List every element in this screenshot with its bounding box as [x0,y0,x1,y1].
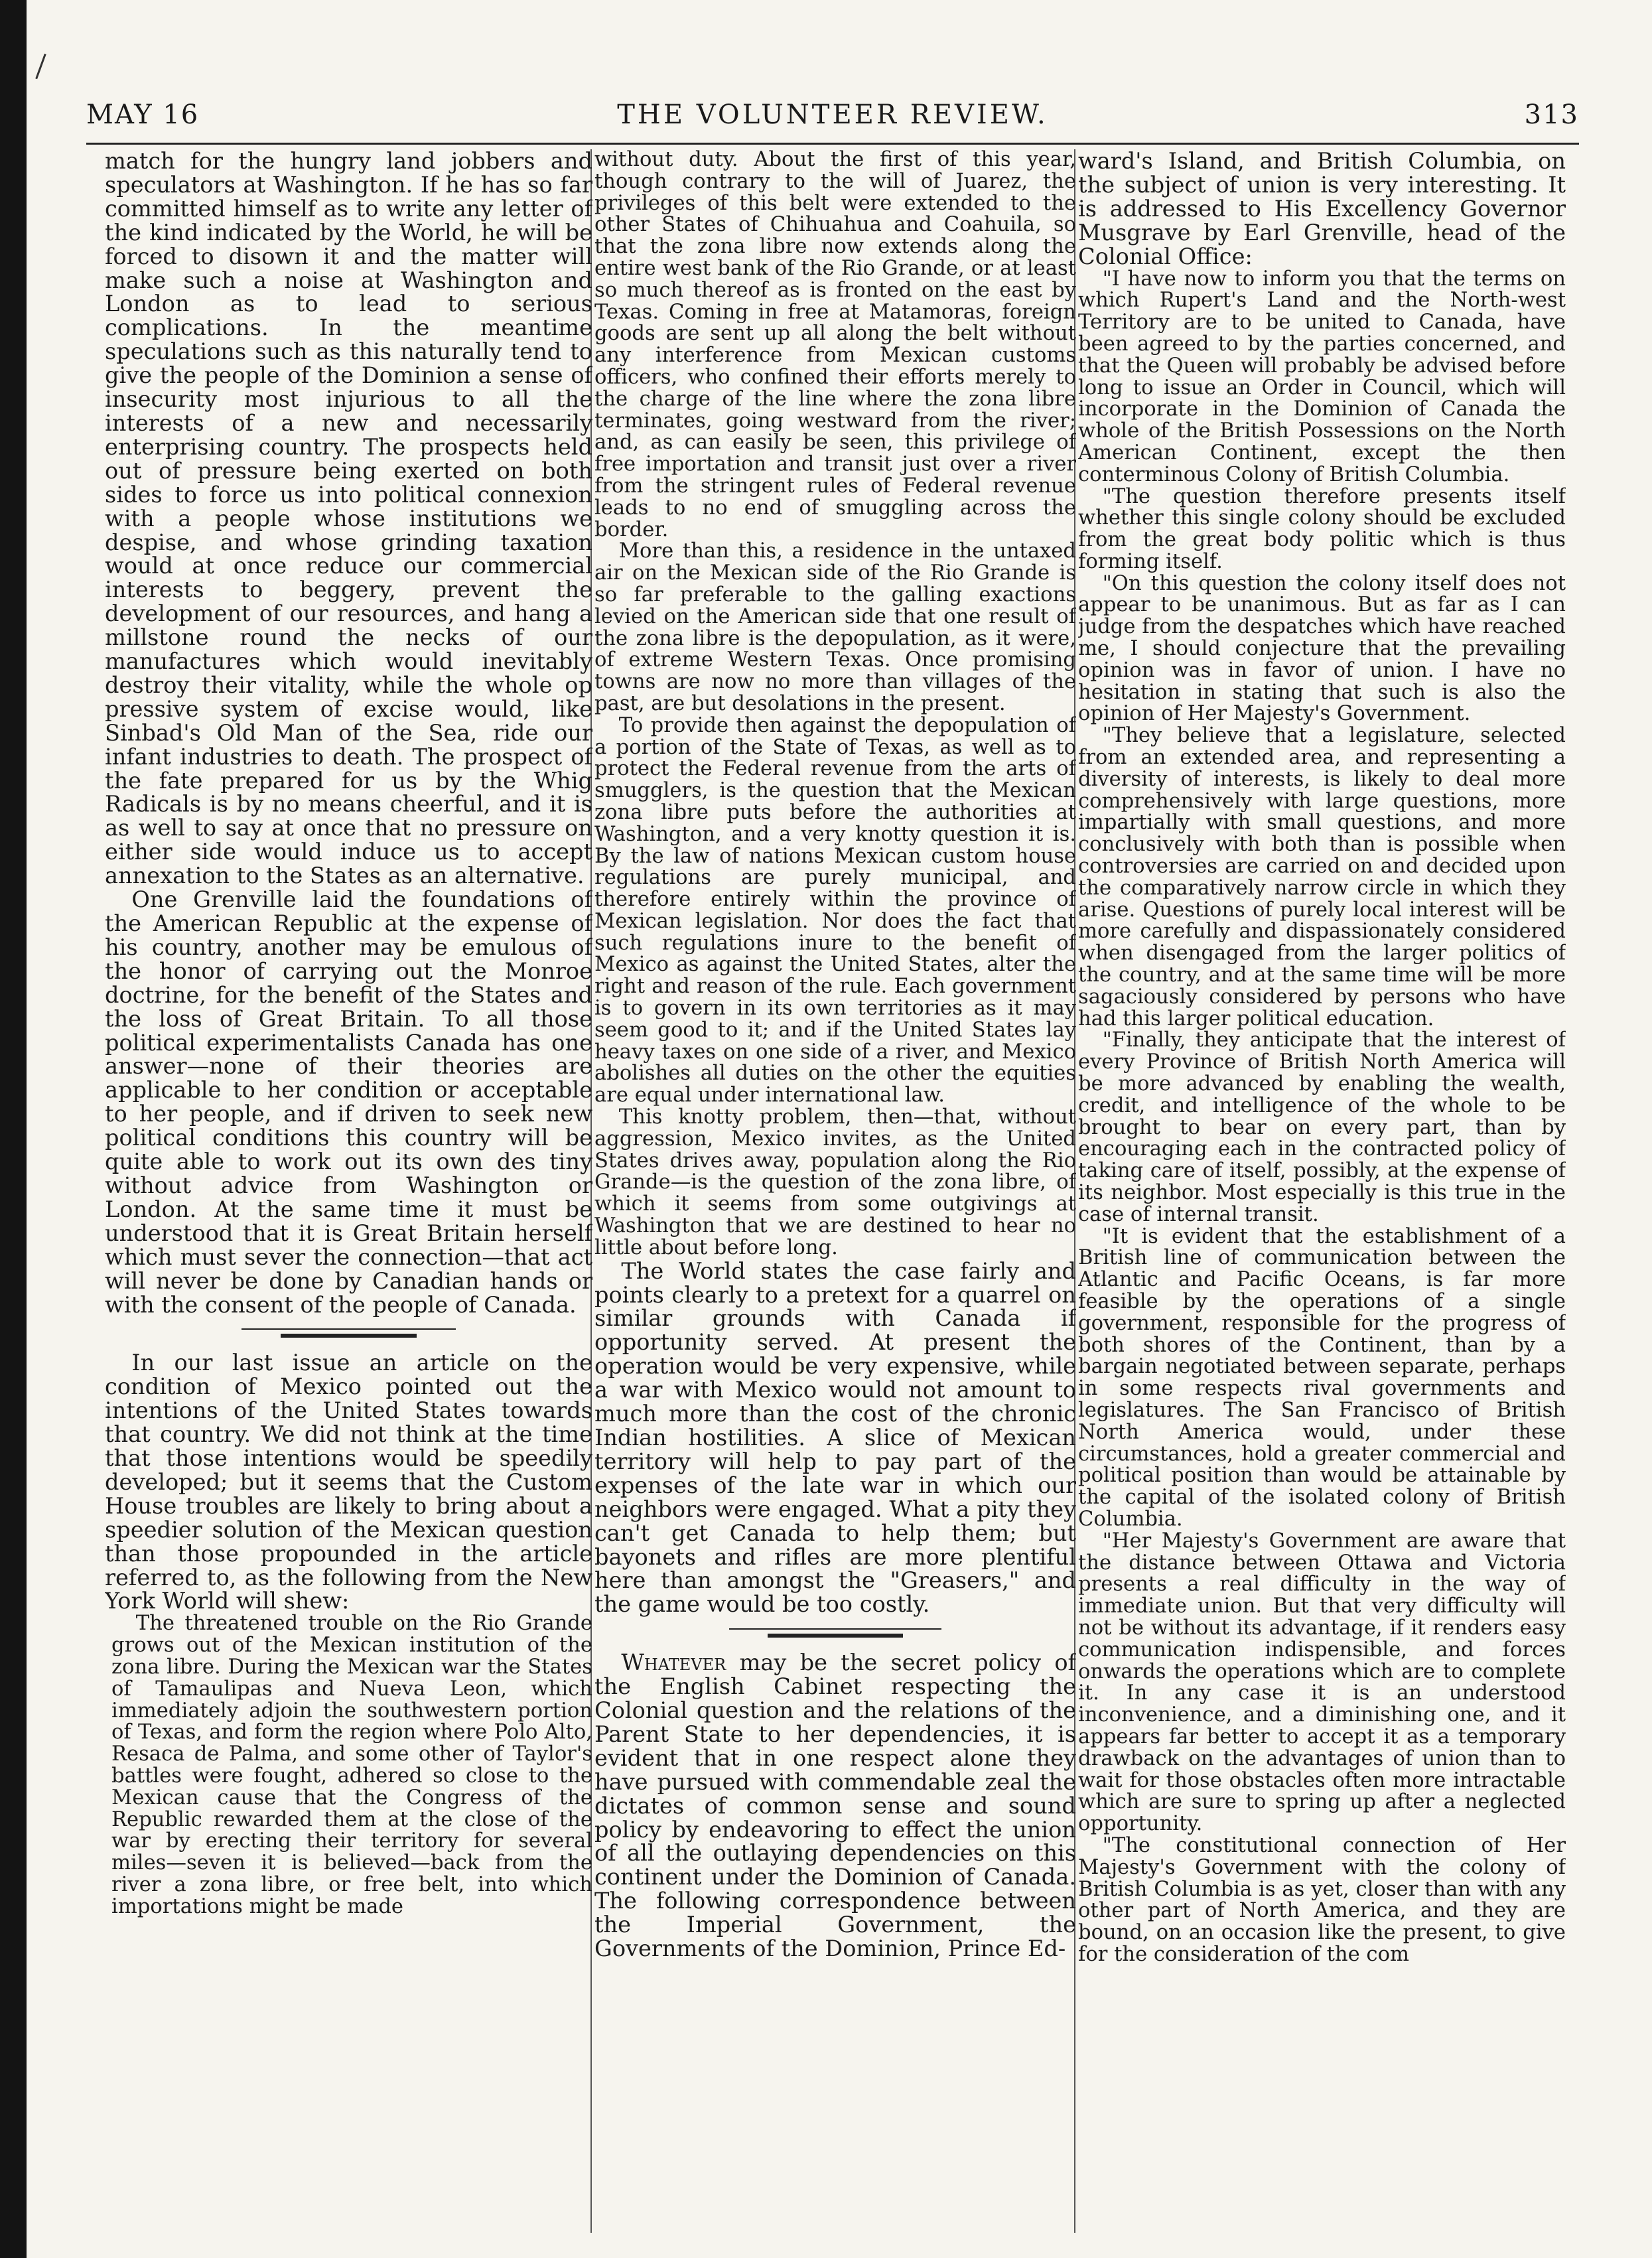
lead-word: Whatever [621,1650,726,1676]
column-2 [594,149,1076,2233]
quoted-paragraph: "It is evident that the establishment of a British line of communication between the Atlantic and Pacific Oceans, is far more feasible by the operations of a single government, responsible for the progress of both shores of the Continent, than by a bargain negotiated between separate, perhaps in some respects rival governments and legislatures. The San Francisco of British North America would, under these circumstances, hold a greater commercial and political position than would be attainable by the capital of the isolated colony of British Columbia. [1078,1224,1566,1531]
quoted-paragraph: To provide then against the depopulation of a portion of the State of Texas, as well as to protect the Federal revenue from the arts of smugglers, is the question that the Mexican zona libre puts before the authorities at Washington, and a very knotty question it is. By the law of nations Mexican custom house regulations are purely municipal, and therefore entirely within the province of Mexican legislation. Nor does the fact that such regulations inure to the benefit of Mexico as against the United States, alter the right and reason of the rule. Each government is to govern in its own territories as it may seem good to it; and if the United States lay heavy taxes on one side of a river, and Mexico abolishes all duties on the other the equities are equal under international law. [594,713,1076,1107]
quoted-paragraph: "They believe that a legislature, selected from an extended area, and representing a diversity of interests, is likely to deal more comprehensively with large questions, more impartially with small questions, and more conclusively with both than is possible when controversies are carried on and decided upon the comparatively narrow circle in which they arise. Questions of purely local interest will be more carefully and dispassionately considered when disengaged from the larger politics of the country, and at the same time will be more sagaciously considered by persons who have had this larger political education. [1078,724,1566,1030]
page-header [86,100,1579,146]
header-rule [86,143,1579,145]
quoted-paragraph: "On this question the colony itself does not appear to be unanimous. But as far as I can judge from the despatches which have reached me, I should conjecture that the prevailing opinion was in favor of union. I have no hesitation in stating that such is also the opinion of Her Majesty's Government. [1078,571,1566,726]
header-page-number: 313 [1524,100,1579,130]
page-binding-edge [0,0,27,2258]
paragraph: One Grenville laid the foundations of the American Republic at the expense of his country, another may be emulous of the honor of carrying out the Monroe doctrine, for the benefit of the States and the loss of Great Britain. To all those political experimentalists Canada has one answer—none of their theories are applicable to her condition or acceptable to her people, and if driven to seek new political conditions this country will be quite able to work out its own des tiny without advice from Washington or London. At the same time it must be understood that it is Great Britain herself which must sever the connection—that act will never be done by Canadian hands or with the consent of the people of Canada. [105,886,592,1318]
column-3 [1078,149,1566,2233]
quoted-paragraph: More than this, a residence in the untaxed air on the Mexican side of the Rio Grande is so far preferable to the galling exactions levied on the American side that one result of the zona libre is the depopulation, as it were, of extreme Western Texas. Once promising towns are now no more than villages of the past, are but desolations in the present. [594,539,1076,715]
paragraph-body: may be the secret policy of the English Cabinet respecting the Colonial question and the relations of the Parent State to her dependencies, it is evident that in one respect alone they have pursued with commendable zeal the dictates of common sense and sound policy by endeavoring to effect the union of all the outlaying dependencies on this continent under the Dominion of Canada. The following correspondence between the Imperial Government, the Governments of the Dominion, Prince Ed- [594,1650,1076,1962]
header-title: THE VOLUNTEER REVIEW. [617,100,1048,130]
quoted-paragraph: "Finally, they anticipate that the interest of every Province of British North America will be more advanced by enabling the wealth, credit, and intelligence of the whole to be brought to bear on every part, than by encouraging each in the contracted policy of taking care of itself, possibly, at the expense of its neighbor. Most especially is this true in the case of internal transit. [1078,1028,1566,1226]
paragraph: The World states the case fairly and points clearly to a pretext for a quarrel on similar grounds with Canada if opportunity served. At present the operation would be very expensive, while a war with Mexico would not amount to much more than the cost of the chronic Indian hostilities. A slice of Mexican territory will help to pay part of the expenses of the late war in which our neighbors were engaged. What a pity they can't get Canada to help them; but bayonets and rifles are more plentiful here than amongst the "Greasers," and the game would be too costly. [594,1257,1076,1618]
quoted-paragraph: "Her Majesty's Government are aware that the distance between Ottawa and Victoria presents a real difficulty in the way of immediate union. But that very difficulty will not be without its advantage, if it renders easy communication indispensible, and forces onwards the operations which are to complete it. In any case it is an understood inconvenience, and a diminishing one, and it appears far better to accept it as a temporary drawback on the advantages of union than to wait for those obstacles often more intractable which are sure to spring up after a neglected opportunity. [1078,1529,1566,1836]
binding-mark [35,54,46,80]
section-separator [594,1626,1076,1642]
quoted-paragraph: "I have now to inform you that the terms on which Rupert's Land and the North-west Territory are to be united to Canada, have been agreed to by the parties concerned, and that the Queen will probably be advised before long to issue an Order in Council, which will incorporate in the Dominion of Canada the whole of the British Possessions on the North American Continent, except the then conterminous Colony of British Columbia. [1078,267,1566,486]
section-separator [105,1326,592,1342]
paragraph: ward's Island, and British Columbia, on the subject of union is very interesting. It is addressed to His Excellency Governor Musgrave by Earl Grenville, head of the Colonial Office: [1078,149,1566,269]
column-1 [105,149,592,2233]
paragraph [594,1651,1076,1961]
header-date: MAY 16 [86,100,200,130]
paragraph: match for the hungry land jobbers and speculators at Washington. If he has so far committed himself as to write any letter of the kind indicated by the World, he will be forced to disown it and the matter will make such a noise at Washington and London as to lead to serious complications. In the meantime speculations such as this naturally tend to give the people of the Dominion a sense of insecurity most injurious to all the interests of a new and necessarily enterprising country. The prospects held out of pressure being exerted on both sides to force us into political connexion with a people whose institutions we despise, and whose grinding taxation would at once reduce our commercial interests to beggery, prevent the development of our resources, and hang a millstone round the necks of our manufactures which would inevitably destroy their vitality, while the whole op pressive system of excise would, like Sinbad's Old Man of the Sea, ride our infant industries to death. The prospect of the fate prepared for us by the Whig Radicals is by no means cheerful, and it is as well to say at once that no pressure on either side would induce us to accept annexation to the States as an alternative. [105,149,592,889]
quoted-paragraph: The threatened trouble on the Rio Grande grows out of the Mexican institution of the zona libre. During the Mexican war the States of Tamaulipas and Nueva Leon, which immediately adjoin the southwestern portion of Texas, and form the region where Polo Alto, Resaca de Palma, and some other of Taylor's battles were fought, adhered so close to the Mexican cause that the Congress of the Republic rewarded them at the close of the war by erecting their territory for several miles—seven it is believed—back from the river a zona libre, or free belt, into which importations might be made [111,1612,592,1918]
quoted-paragraph: without duty. About the first of this year, though contrary to the will of Juarez, the privileges of this belt were extended to the other States of Chihuahua and Coahuila, so that the zona libre now extends along the entire west bank of the Rio Grande, or at least so much thereof as is fronted on the east by Texas. Coming in free at Matamoras, foreign goods are sent up all along the belt without any interference from Mexican customs officers, who confined their efforts merely to the charge of the line where the zona libre terminates, going westward from the river; and, as can easily be seen, this privilege of free importation and transit just over a river from the stringent rules of Federal revenue leads to no end of smuggling across the border. [594,149,1076,541]
paragraph: In our last issue an article on the condition of Mexico pointed out the intentions of the United States towards that country. We did not think at the time that those intentions would be speedily developed; but it seems that the Custom House troubles are likely to bring about a speedier solution of the Mexican question than those propounded in the article referred to, as the following from the New York World will shew: [105,1350,592,1614]
quoted-paragraph: "The constitutional connection of Her Majesty's Government with the colony of British Columbia is as yet, closer than with any other part of North America, and they are bound, on an occasion like the present, to give for the consideration of the com [1078,1833,1566,1966]
quoted-paragraph: This knotty problem, then—that, without aggression, Mexico invites, as the United States drives away, population along the Rio Grande—is the question of the zona libre, of which it seems from some outgivings at Washington that we are destined to hear no little about before long. [594,1105,1076,1259]
quoted-paragraph: "The question therefore presents itself whether this single colony should be excluded from the great body politic which is thus forming itself. [1078,484,1566,573]
